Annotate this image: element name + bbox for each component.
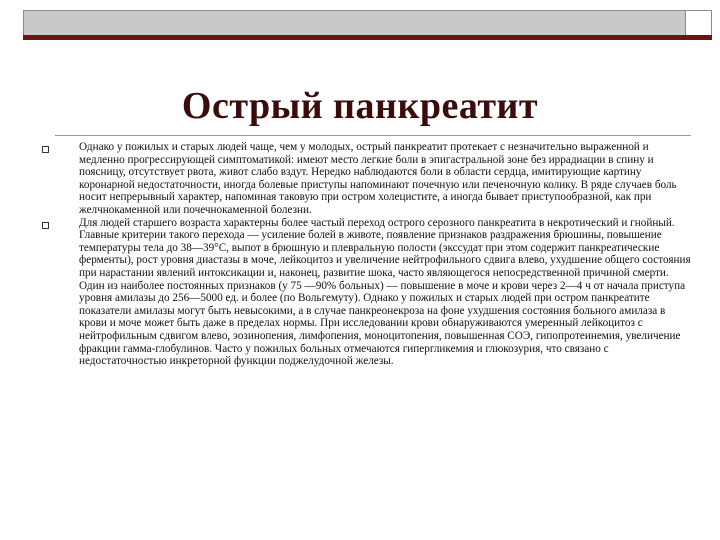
title-divider <box>55 135 691 136</box>
bullet-item-1 <box>42 141 692 217</box>
bullet-paragraph-2: Для людей старшего возраста характерны более частый переход острого серозного панкреатита в некротический и гнойный. Главные критерии такого перехода — усиление болей в животе, появление признаков раздражения брюшины, повышение температуры тела до 38—39°С, выпот в брюшную и плевральную полости (экссудат при этом содержит панкреатические ферменты), рост уровня диастазы в моче, лейкоцитоз и увеличение нейтрофильного сдвига влево, ухудшение общего состояния при нарастании явлений интоксикации и, наконец, развитие шока, часто являющегося непосредственной причиной смерти. Один из наиболее постоянных признаков (у 75 —90% больных) — повышение в моче и крови через 2—4 ч от начала приступа уровня амилазы до 256—5000 ед. и более (по Вольгемуту). Однако у пожилых и старых людей при остром панкреатите показатели амилазы могут быть невысокими, а в случае панкреонекроза на фоне ухудшения состояния больного амилаза в крови и моче может быть даже в пределах нормы. При исследовании крови обнаруживаются умеренный лейкоцитоз с нейтрофильным сдвигом влево, эозинопения, лимфопения, моноцитопения, повышенная СОЭ, гипопротеинемия, увеличение фракции гамма-глобулинов. Часто у пожилых больных отмечаются гипергликемия и глюкозурия, что связано с недостаточностью инкреторной функции поджелудочной железы. <box>79 216 691 368</box>
slide-content <box>42 141 692 368</box>
square-bullet-icon <box>42 222 49 229</box>
header-band <box>23 10 686 37</box>
bullet-paragraph-1: Однако у пожилых и старых людей чаще, чем у молодых, острый панкреатит протекает с незначительно выраженной и медленно прогрессирующей симптоматикой: имеют место легкие боли в эпигастральной зоне без иррадиации в спину и поясницу, отсутствует рвота, живот слабо вздут. Нередко наблюдаются боли в области сердца, имитирующие картину коронарной недостаточности, иногда болевые приступы напоминают почечную или печеночную колику. В ряде случаев боль носит непрерывный характер, напоминая таковую при остром холецистите, а иногда бывает приступообразной, как при желчнокаменной или почечнокаменной болезни. <box>79 141 677 216</box>
bullet-item-2 <box>42 217 692 368</box>
slide-title: Острый панкреатит <box>181 85 539 127</box>
header-band-accent <box>23 35 686 40</box>
square-bullet-icon <box>42 146 49 153</box>
header-corner-accent <box>685 35 712 40</box>
